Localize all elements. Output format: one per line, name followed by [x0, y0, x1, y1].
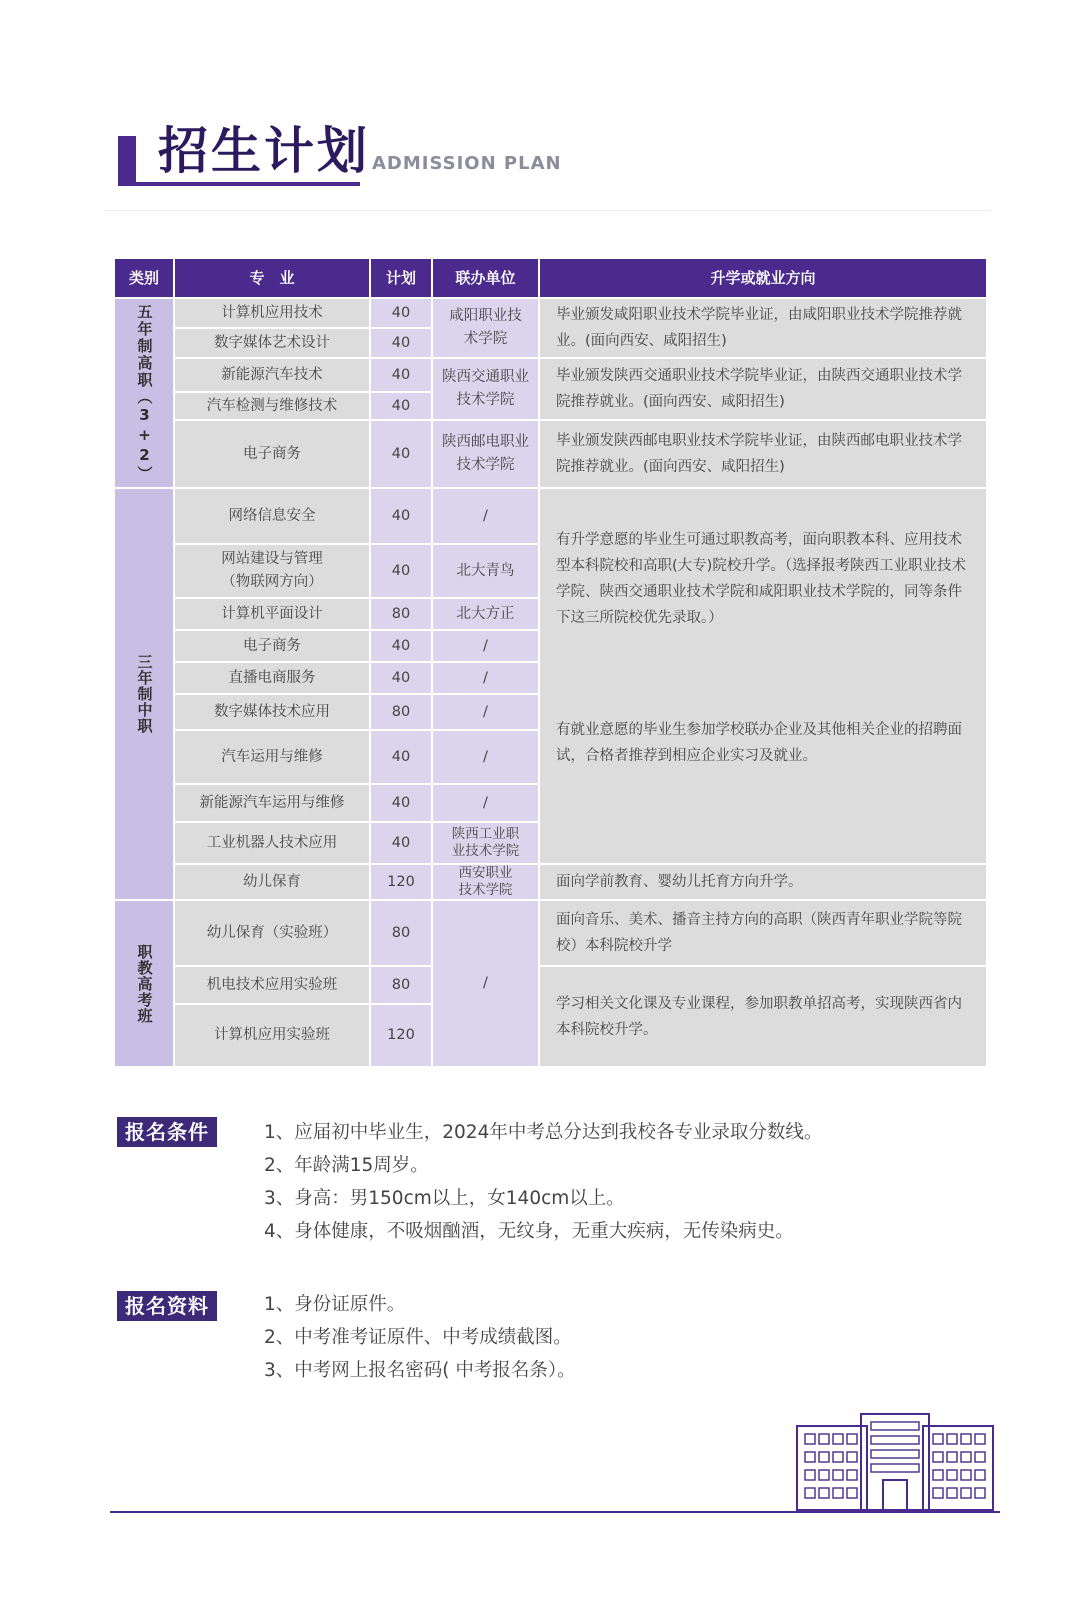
table-row-plan: 40 [371, 545, 431, 597]
partner-shaanxi-post: 陕西邮电职业技术学院 [433, 421, 538, 487]
table-row-major: 新能源汽车技术 [175, 359, 369, 391]
table-row-plan: 80 [371, 695, 431, 729]
table-row-major: 网站建设与管理 （物联网方向） [175, 545, 369, 597]
category-five-year: 五年制高职（3+2） [115, 299, 173, 487]
table-row-partner: 陕西工业职业技术学院 [433, 823, 538, 863]
table-row-partner: / [433, 631, 538, 661]
table-row-plan: 40 [371, 421, 431, 487]
table-row-partner: / [433, 489, 538, 543]
materials-label: 报名资料 [117, 1291, 217, 1321]
list-item: 1、应届初中毕业生，2024年中考总分达到我校各专业录取分数线。 [264, 1122, 823, 1143]
table-row-major: 计算机应用技术 [175, 299, 369, 327]
table-row-major: 网络信息安全 [175, 489, 369, 543]
partner-gaokao: / [433, 901, 538, 1066]
direction-gaokao-exam: 学习相关文化课及专业课程，参加职教单招高考，实现陕西省内本科院校升学。 [540, 967, 986, 1066]
direction-shaanxi-transport: 毕业颁发陕西交通职业技术学院毕业证，由陕西交通职业技术学院推荐就业。(面向西安、咸阳招生) [540, 359, 986, 419]
partner-xianyang: 咸阳职业技术学院 [433, 299, 538, 357]
direction-shaanxi-post: 毕业颁发陕西邮电职业技术学院毕业证，由陕西邮电职业技术学院推荐就业。(面向西安、咸阳招生) [540, 421, 986, 487]
table-row-plan: 40 [371, 785, 431, 821]
table-row-plan: 40 [371, 489, 431, 543]
table-row-plan: 80 [371, 599, 431, 629]
table-row-plan: 120 [371, 865, 431, 899]
requirements-list [264, 1116, 822, 1248]
table-row-plan: 40 [371, 393, 431, 419]
table-row-partner: / [433, 731, 538, 783]
page-subtitle: ADMISSION PLAN [372, 153, 562, 174]
header-plan: 计划 [371, 259, 431, 297]
category-three-year: 三年制中职 [115, 489, 173, 899]
table-row-major: 机电技术应用实验班 [175, 967, 369, 1003]
table-row-plan: 40 [371, 299, 431, 327]
header-direction: 升学或就业方向 [540, 259, 986, 297]
list-item: 4、身体健康，不吸烟酗酒，无纹身，无重大疾病，无传染病史。 [264, 1221, 794, 1242]
table-row-major: 直播电商服务 [175, 663, 369, 693]
table-row-major: 电子商务 [175, 631, 369, 661]
list-item: 1、身份证原件。 [264, 1294, 406, 1315]
table-row-major: 工业机器人技术应用 [175, 823, 369, 863]
direction-xianyang: 毕业颁发咸阳职业技术学院毕业证，由咸阳职业技术学院推荐就业。(面向西安、咸阳招生) [540, 299, 986, 357]
table-row-plan: 40 [371, 631, 431, 661]
list-item: 2、中考准考证原件、中考成绩截图。 [264, 1327, 572, 1348]
requirements-label: 报名条件 [117, 1117, 217, 1147]
header-major: 专 业 [175, 259, 369, 297]
header-partner: 联办单位 [433, 259, 538, 297]
table-row-plan: 80 [371, 967, 431, 1003]
table-row-major: 幼儿保育（实验班） [175, 901, 369, 965]
page-title: 招生计划 [158, 122, 370, 180]
direction-three-year [540, 489, 986, 863]
table-row-major: 计算机平面设计 [175, 599, 369, 629]
materials-list [264, 1288, 576, 1387]
list-item: 2、年龄满15周岁。 [264, 1155, 429, 1176]
table-row-major: 新能源汽车运用与维修 [175, 785, 369, 821]
table-row-partner: 北大方正 [433, 599, 538, 629]
table-row-partner: 北大青鸟 [433, 545, 538, 597]
table-row-plan: 40 [371, 359, 431, 391]
partner-shaanxi-transport: 陕西交通职业技术学院 [433, 359, 538, 419]
table-row-major: 计算机应用实验班 [175, 1005, 369, 1066]
direction-gaokao-art: 面向音乐、美术、播音主持方向的高职（陕西青年职业学院等院校）本科院校升学 [540, 901, 986, 965]
table-row-major: 数字媒体技术应用 [175, 695, 369, 729]
school-building-icon [795, 1412, 995, 1512]
table-row-partner: / [433, 695, 538, 729]
table-row-partner: / [433, 663, 538, 693]
table-row-major: 电子商务 [175, 421, 369, 487]
admission-plan-table [115, 259, 986, 1066]
header-category: 类别 [115, 259, 173, 297]
table-row-major: 数字媒体艺术设计 [175, 329, 369, 357]
footer-divider [110, 1511, 1000, 1513]
title-accent-block [118, 136, 136, 186]
title-underline [118, 182, 360, 186]
list-item: 3、中考网上报名密码( 中考报名条）。 [264, 1360, 576, 1381]
list-item: 3、身高：男150cm以上，女140cm以上。 [264, 1188, 625, 1209]
header-divider [104, 210, 990, 211]
table-row-plan: 40 [371, 823, 431, 863]
table-row-partner: 西安职业技术学院 [433, 865, 538, 899]
table-row-major: 幼儿保育 [175, 865, 369, 899]
table-row-major: 汽车运用与维修 [175, 731, 369, 783]
table-row-plan: 40 [371, 663, 431, 693]
direction-employ-text: 有就业意愿的毕业生参加学校联办企业及其他相关企业的招聘面试，合格者推荐到相应企业实习及就业。 [556, 722, 962, 764]
table-row-major: 汽车检测与维修技术 [175, 393, 369, 419]
direction-childcare: 面向学前教育、婴幼儿托育方向升学。 [540, 865, 986, 899]
table-row-plan: 40 [371, 731, 431, 783]
table-row-plan: 80 [371, 901, 431, 965]
table-row-partner: / [433, 785, 538, 821]
category-gaokao: 职教高考班 [115, 901, 173, 1066]
table-row-plan: 40 [371, 329, 431, 357]
table-row-plan: 120 [371, 1005, 431, 1066]
direction-upgrade-text: 有升学意愿的毕业生可通过职教高考，面向职教本科、应用技术型本科院校和高职(大专)院校升学。（选择报考陕西工业职业技术学院、陕西交通职业技术学院和咸阳职业技术学院的，同等条件下这三所院校优先录取。） [556, 532, 967, 626]
